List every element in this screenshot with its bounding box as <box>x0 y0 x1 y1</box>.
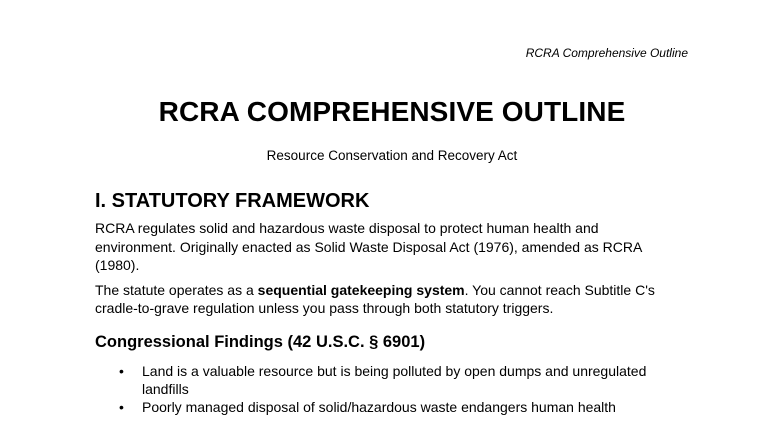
list-item <box>95 362 675 398</box>
subsection-heading-congressional-findings: Congressional Findings (42 U.S.C. § 6901) <box>95 332 426 351</box>
paragraph-gatekeeping <box>95 281 675 318</box>
running-header: RCRA Comprehensive Outline <box>525 46 688 60</box>
findings-list <box>95 362 675 416</box>
paragraph-gatekeeping-text-1: The statute operates as a <box>95 281 258 298</box>
paragraph-rcra-overview: RCRA regulates solid and hazardous waste disposal to protect human health and environment. Originally enacted as Solid Waste Disposal Act (1976), amended as RCRA (1980). <box>95 220 642 273</box>
section-heading-statutory-framework: I. STATUTORY FRAMEWORK <box>95 190 370 212</box>
paragraph-gatekeeping-text-2: . You cannot reach Subtitle C's cradle-to-grave regulation unless you pass through both statutory triggers. <box>95 281 655 316</box>
list-item <box>95 398 675 416</box>
bullet-icon: • <box>119 362 124 379</box>
document-subtitle: Resource Conservation and Recovery Act <box>266 148 518 163</box>
document-title: RCRA COMPREHENSIVE OUTLINE <box>158 96 626 127</box>
paragraph-gatekeeping-bold: sequential gatekeeping system <box>257 281 465 298</box>
list-item-text: Poorly managed disposal of solid/hazardous waste endangers human health <box>142 398 616 415</box>
list-item-text: Land is a valuable resource but is being polluted by open dumps and unregulated landfills <box>142 362 647 397</box>
document-body <box>95 189 675 416</box>
bullet-icon: • <box>119 398 124 415</box>
